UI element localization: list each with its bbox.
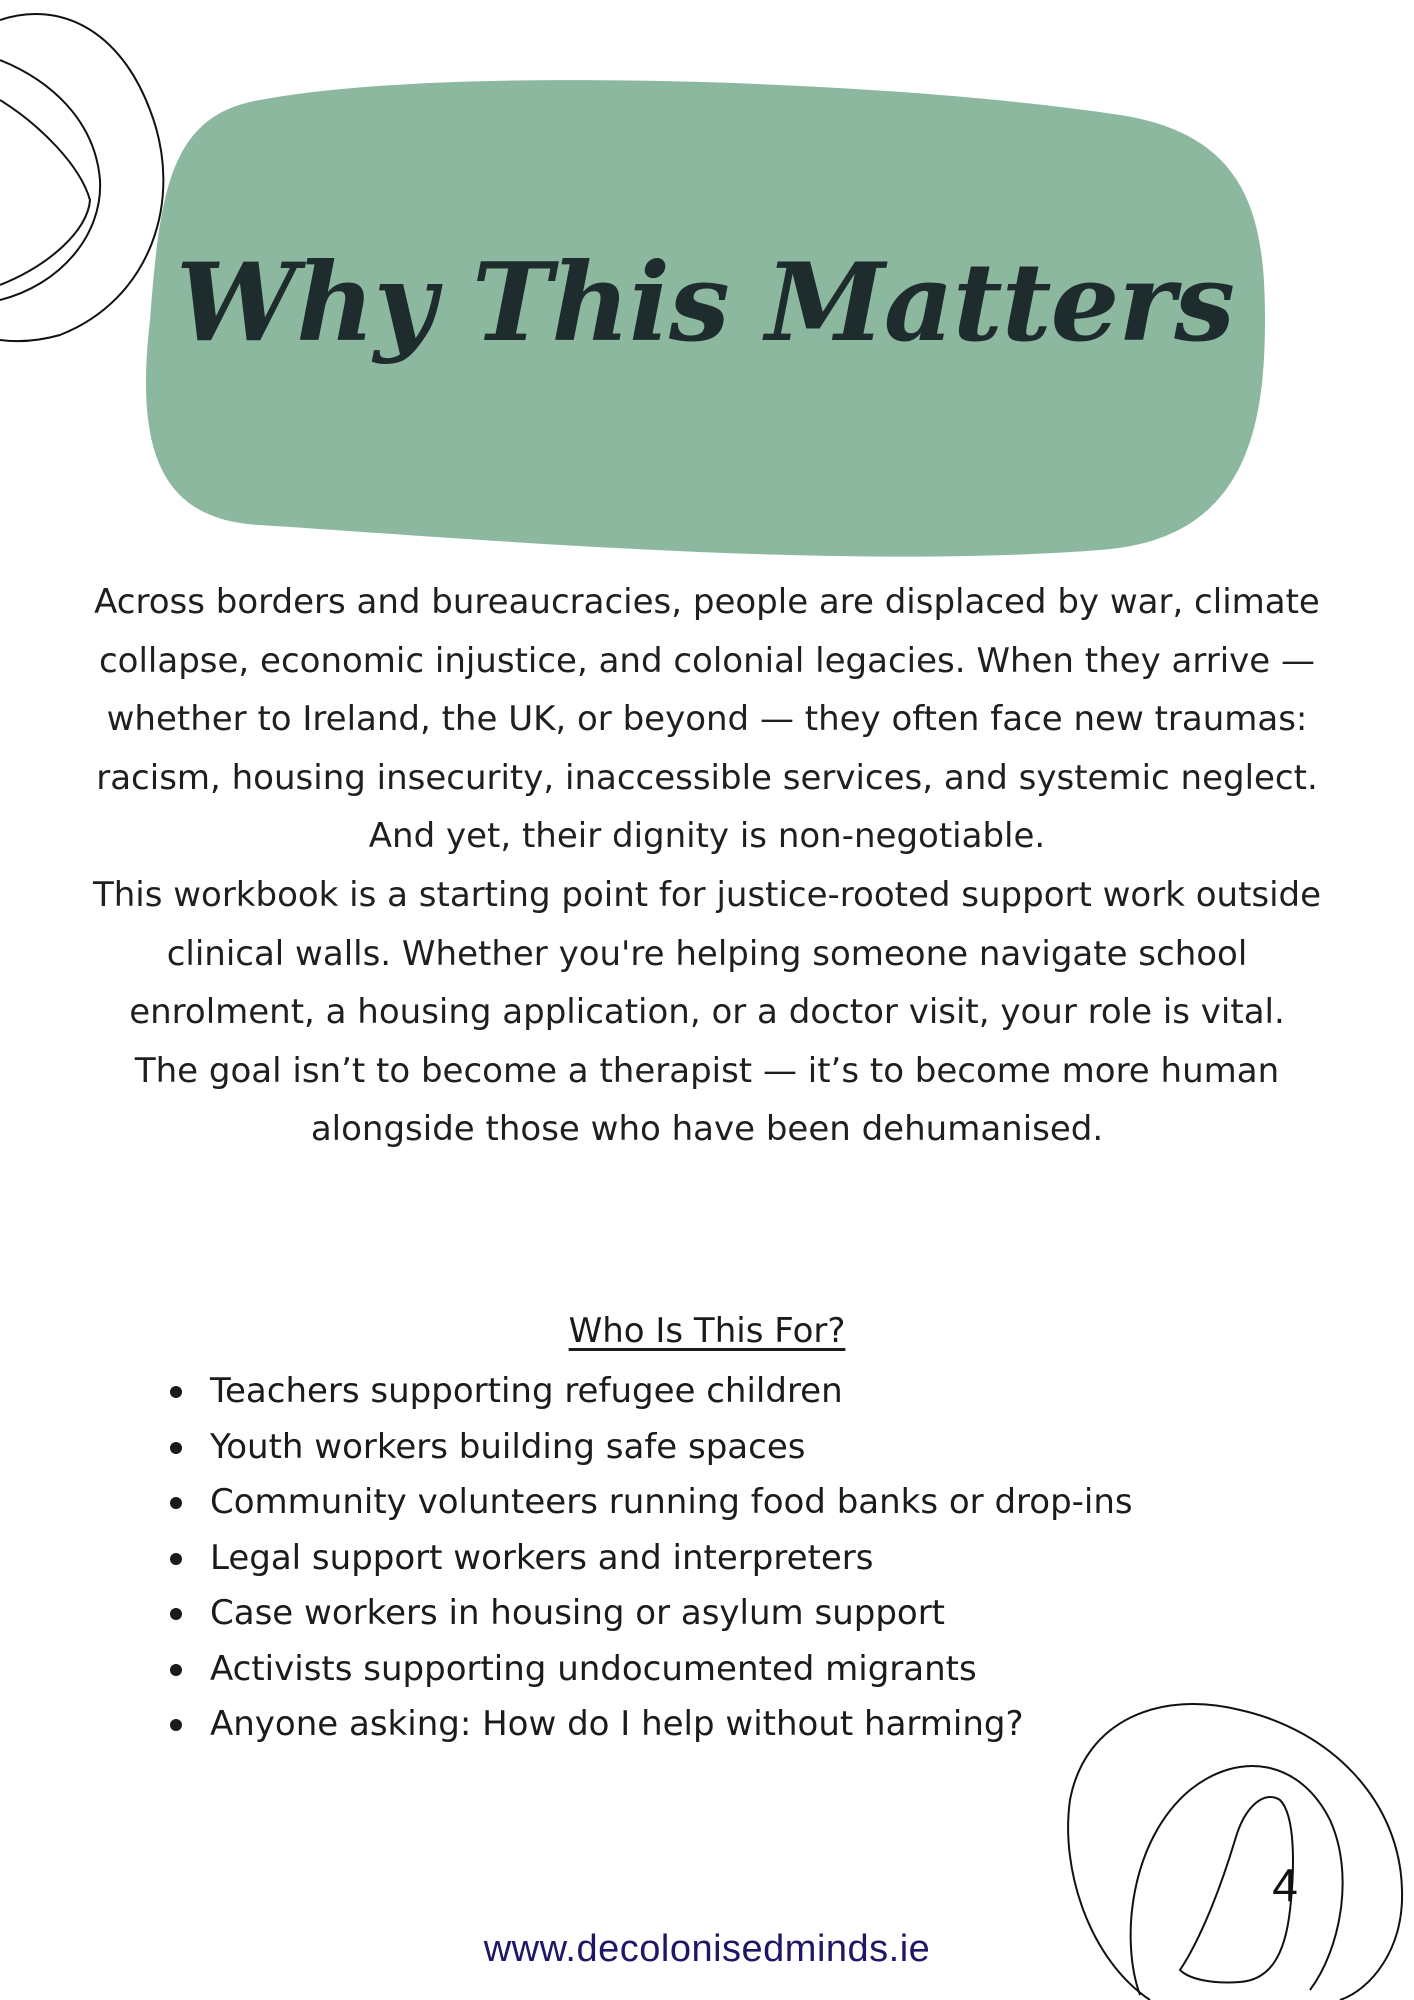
list-item	[162, 1420, 1133, 1476]
intro-text	[90, 573, 1324, 1159]
list-item	[162, 1364, 1133, 1420]
list-item	[162, 1642, 1133, 1698]
intro-paragraph: Across borders and bureaucracies, people are displaced by war, climate collapse, economic injustice, and colonial legacies. When they arrive — whether to Ireland, the UK, or beyond — they often face new traumas: racism, housing insecurity, inaccessible services, and systemic neglect.	[94, 582, 1320, 798]
list-item-text: Youth workers building safe spaces	[210, 1426, 806, 1467]
intro-paragraph: And yet, their dignity is non-negotiable.	[368, 816, 1046, 857]
intro-paragraph: The goal isn’t to become a therapist — it’s to become more human alongside those who have been dehumanised.	[134, 1050, 1280, 1150]
bullet-icon	[170, 1719, 182, 1731]
list-item	[162, 1697, 1133, 1753]
list-item	[162, 1586, 1133, 1642]
list-item-text: Activists supporting undocumented migrants	[210, 1648, 977, 1689]
list-item-text: Community volunteers running food banks or drop-ins	[210, 1482, 1133, 1522]
bullet-icon	[170, 1608, 182, 1620]
list-item-text: Legal support workers and interpreters	[210, 1537, 874, 1578]
bullet-icon	[170, 1664, 182, 1676]
list-item	[162, 1475, 1133, 1531]
list-item-text: Case workers in housing or asylum support	[210, 1593, 946, 1633]
bullet-icon	[170, 1553, 182, 1565]
audience-list	[162, 1364, 1133, 1753]
bullet-icon	[170, 1386, 182, 1398]
page-title: Why This Matters	[175, 240, 1235, 366]
bullet-icon	[170, 1442, 182, 1454]
list-item	[162, 1531, 1133, 1587]
list-item-text: Teachers supporting refugee children	[210, 1371, 843, 1411]
page-number: 4	[1272, 1859, 1298, 1911]
bullet-icon	[170, 1497, 182, 1509]
footer-website-link[interactable]: www.decolonisedminds.ie	[483, 1928, 931, 1970]
section-heading-who-is-this-for: Who Is This For?	[568, 1311, 846, 1351]
list-item-text: Anyone asking: How do I help without harming?	[210, 1704, 1024, 1744]
intro-paragraph: This workbook is a starting point for justice-rooted support work outside clinical walls. Whether you're helping someone navigate school enrolment, a housing application, or a doctor visit, your role is vital.	[92, 874, 1322, 1033]
